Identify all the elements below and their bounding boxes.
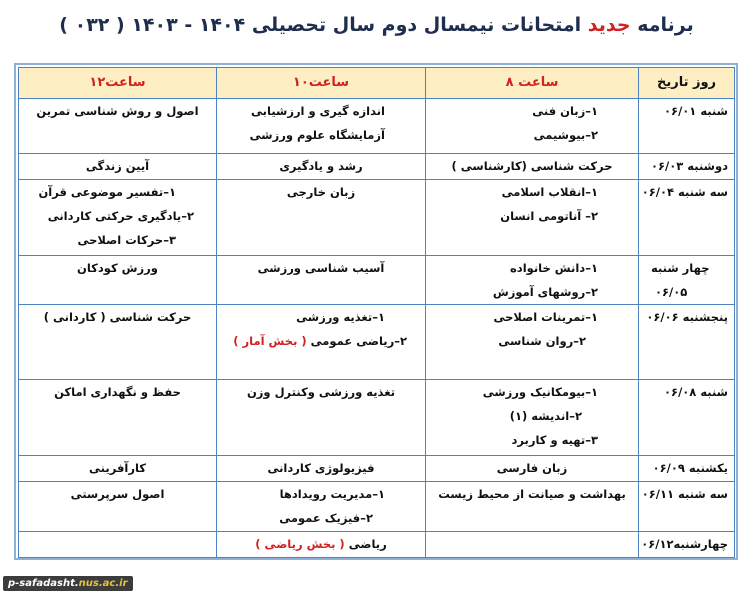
table-row [19, 482, 735, 532]
day-cell: چهارشنبه۰۶/۱۲ [639, 532, 735, 558]
cell-8: ۱–تمرینات اصلاحی ۲–روان شناسی [426, 305, 639, 380]
cell-8: حرکت شناسی (کارشناسی ) [426, 154, 639, 180]
header-10: ساعت۱۰ [217, 68, 426, 99]
table-row [19, 154, 735, 180]
cell-10: زبان خارجی [217, 180, 426, 256]
day-cell: یکشنبه ۰۶/۰۹ [639, 456, 735, 482]
table-row [19, 305, 735, 380]
cell-8: ۱–بیومکانیک ورزشی ۲–اندیشه (۱) ۳–تهیه و کاربرد [426, 380, 639, 456]
cell-10: فیزیولوژی کاردانی [217, 456, 426, 482]
table-row [19, 180, 735, 256]
cell-12: اصول سرپرستی [19, 482, 217, 532]
table-row [19, 456, 735, 482]
table-row [19, 99, 735, 154]
cell-8: بهداشت و صیانت از محیط زیست [426, 482, 639, 532]
day-cell: چهار شنبه ۰۶/۰۵ [639, 256, 735, 305]
cell-10: رشد و یادگیری [217, 154, 426, 180]
day-cell: دوشنبه ۰۶/۰۳ [639, 154, 735, 180]
header-row [19, 68, 735, 99]
day-cell: سه شنبه ۰۶/۱۱ [639, 482, 735, 532]
cell-12: آیین زندگی [19, 154, 217, 180]
cell-8: زبان فارسی [426, 456, 639, 482]
page-title: برنامه جدید امتحانات نیمسال دوم سال تحصیلی ۱۴۰۴ - ۱۴۰۳ ( ۰۳۲ ) [59, 14, 694, 36]
cell-12: حرکت شناسی ( کاردانی ) [19, 305, 217, 380]
day-cell: شنبه ۰۶/۰۸ [639, 380, 735, 456]
math-section-note: ( بخش ریاضی ) [255, 537, 345, 551]
cell-10: تغذیه ورزشی وکنترل وزن [217, 380, 426, 456]
cell-8 [426, 532, 639, 558]
cell-12: اصول و روش شناسی تمرین [19, 99, 217, 154]
cell-12: حفظ و نگهداری اماکن [19, 380, 217, 456]
table-row [19, 380, 735, 456]
cell-12: کارآفرینی [19, 456, 217, 482]
cell-8: ۱–انقلاب اسلامی ۲– آناتومی انسان [426, 180, 639, 256]
day-cell: سه شنبه ۰۶/۰۴ [639, 180, 735, 256]
cell-10: اندازه گیری و ارزشیابی آزمایشگاه علوم ورزشی [217, 99, 426, 154]
day-cell: پنجشنبه ۰۶/۰۶ [639, 305, 735, 380]
table-row [19, 256, 735, 305]
cell-10: ۱–مدیریت رویدادها ۲–فیزیک عمومی [217, 482, 426, 532]
header-12: ساعت۱۲ [19, 68, 217, 99]
math-stats-note: ( بخش آمار ) [233, 334, 307, 348]
day-cell: شنبه ۰۶/۰۱ [639, 99, 735, 154]
exam-schedule-table [18, 67, 735, 558]
table-row [19, 532, 735, 558]
cell-12 [19, 532, 217, 558]
cell-12: ۱–تفسیر موضوعی قرآن ۲–یادگیری حرکتی کاردانی ۳–حرکات اصلاحی [19, 180, 217, 256]
cell-12: ورزش کودکان [19, 256, 217, 305]
cell-8: ۱–زبان فنی ۲–بیوشیمی [426, 99, 639, 154]
header-day: روز تاریخ [639, 68, 735, 99]
cell-8: ۱–دانش خانواده ۲–روشهای آموزش [426, 256, 639, 305]
site-watermark: p-safadasht.nus.ac.ir [3, 576, 133, 591]
header-8: ساعت ۸ [426, 68, 639, 99]
cell-10: ریاضی ( بخش ریاضی ) [217, 532, 426, 558]
cell-10: ۱–تغذیه ورزشی ۲–ریاضی عمومی ( بخش آمار ) [217, 305, 426, 380]
cell-10: آسیب شناسی ورزشی [217, 256, 426, 305]
